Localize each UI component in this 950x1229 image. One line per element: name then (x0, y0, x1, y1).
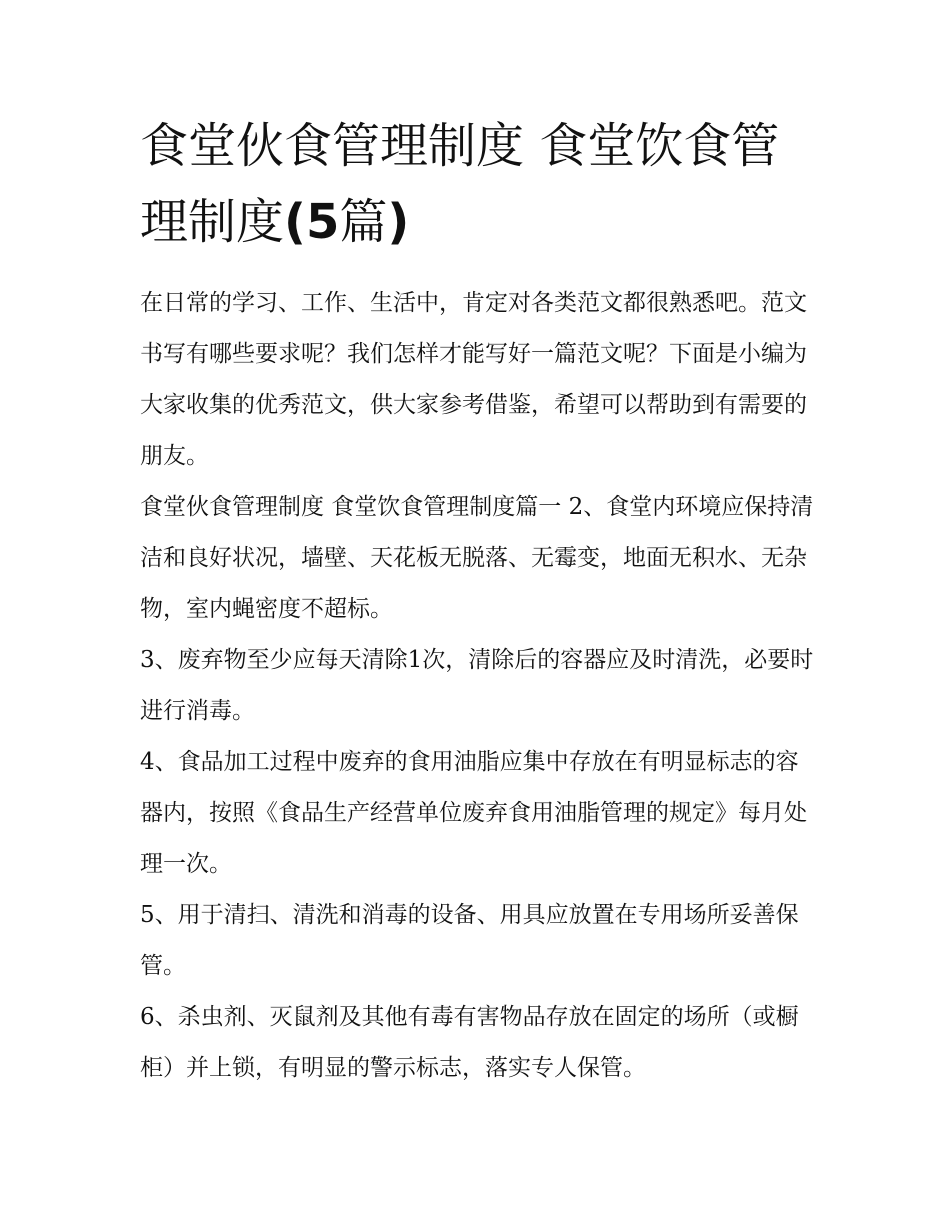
title-count: (5 (284, 194, 340, 250)
title-close-paren: ) (387, 194, 410, 250)
paragraph-item-5: 5、用于清扫、清洗和消毒的设备、用具应放置在专用场所妥善保管。 (140, 902, 799, 979)
paragraph-item-3: 3、废弃物至少应每天清除1次，清除后的容器应及时清洗，必要时进行消毒。 (140, 647, 814, 724)
document-body (140, 278, 815, 1094)
paragraph-item-6: 6、杀虫剂、灭鼠剂及其他有毒有害物品存放在固定的场所（或橱柜）并上锁，有明显的警示标志，落实专人保管。 (140, 1004, 799, 1081)
paragraph-item-4: 4、食品加工过程中废弃的食用油脂应集中存放在有明显标志的容器内，按照《食品生产经营单位废弃食用油脂管理的规定》每月处理一次。 (140, 749, 807, 877)
paragraph-item-2: 食堂伙食管理制度 食堂饮食管理制度篇一 2、食堂内环境应保持清洁和良好状况，墙壁、天花板无脱落、无霉变，地面无积水、无杂物，室内蝇密度不超标。 (140, 494, 814, 622)
title-text: 食堂伙食管理制度 食堂饮食管理制度 (140, 118, 780, 250)
title-unit: 篇 (339, 194, 388, 250)
document-title (140, 108, 815, 260)
document-content (140, 108, 815, 1094)
paragraph-intro: 在日常的学习、工作、生活中，肯定对各类范文都很熟悉吧。范文书写有哪些要求呢？我们怎样才能写好一篇范文呢？下面是小编为大家收集的优秀范文，供大家参考借鉴，希望可以帮助到有需要的朋友。 (140, 290, 807, 469)
